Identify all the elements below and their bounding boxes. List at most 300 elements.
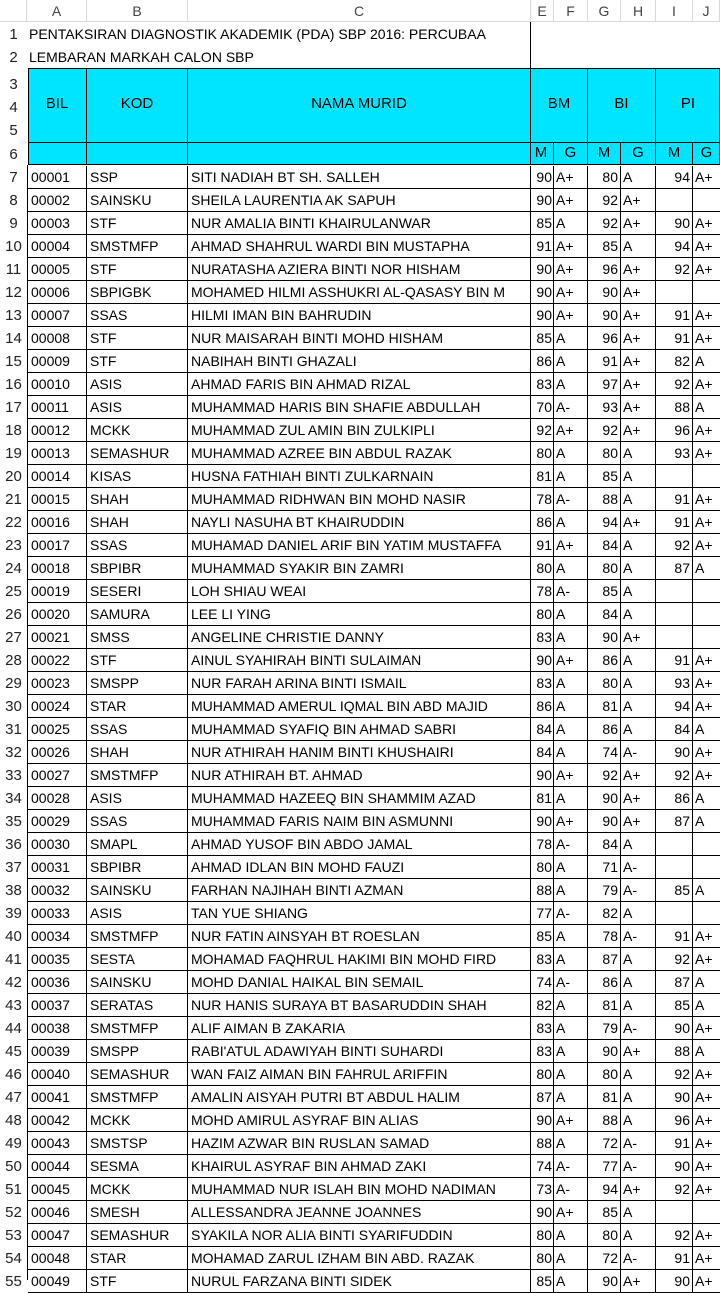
cell-pi-gred[interactable]: A+ <box>693 948 720 971</box>
cell-bm-markah[interactable]: 83 <box>531 672 554 695</box>
cell-bm-markah[interactable]: 88 <box>531 879 554 902</box>
cell-nama[interactable]: MOHAMED HILMI ASSHUKRI AL-QASASY BIN M <box>188 281 531 304</box>
cell-pi-markah[interactable]: 94 <box>656 235 693 258</box>
cell-bm-gred[interactable]: A <box>554 511 588 534</box>
cell-bil[interactable]: 00002 <box>28 189 87 212</box>
cell-pi-gred[interactable]: A <box>693 1040 720 1063</box>
row-number[interactable]: 36 <box>0 833 27 856</box>
row-number[interactable]: 32 <box>0 741 27 764</box>
cell-nama[interactable]: NUR AMALIA BINTI KHAIRULANWAR <box>188 212 531 235</box>
cell-bi-gred[interactable]: A+ <box>621 1040 656 1063</box>
cell-kod[interactable]: SMSTMFP <box>87 925 188 948</box>
cell-kod[interactable]: SMSS <box>87 626 188 649</box>
cell-bm-gred[interactable]: A <box>554 350 588 373</box>
cell-bi-gred[interactable]: A <box>621 994 656 1017</box>
cell-pi-gred[interactable]: A+ <box>693 1017 720 1040</box>
cell-kod[interactable]: SAINSKU <box>87 189 188 212</box>
cell-nama[interactable]: ANGELINE CHRISTIE DANNY <box>188 626 531 649</box>
cell-bm-gred[interactable]: A <box>554 948 588 971</box>
row-number[interactable]: 9 <box>0 212 27 235</box>
cell-pi-gred[interactable]: A <box>693 971 720 994</box>
cell-bil[interactable]: 00018 <box>28 557 87 580</box>
cell-kod[interactable]: SHAH <box>87 741 188 764</box>
cell-bi-markah[interactable]: 92 <box>588 189 621 212</box>
cell-kod[interactable]: STAR <box>87 695 188 718</box>
row-number[interactable]: 35 <box>0 810 27 833</box>
cell-pi-markah[interactable] <box>656 281 693 304</box>
cell-pi-markah[interactable]: 94 <box>656 695 693 718</box>
cell-bi-markah[interactable]: 90 <box>588 1270 621 1293</box>
row-number[interactable]: 25 <box>0 580 27 603</box>
cell-nama[interactable]: NUR ATHIRAH BT. AHMAD <box>188 764 531 787</box>
cell-bi-gred[interactable]: A <box>621 534 656 557</box>
row-number[interactable]: 31 <box>0 718 27 741</box>
cell-bi-gred[interactable]: A+ <box>621 350 656 373</box>
cell-bi-gred[interactable]: A+ <box>621 304 656 327</box>
cell-nama[interactable]: SHEILA LAURENTIA AK SAPUH <box>188 189 531 212</box>
cell-bm-gred[interactable]: A+ <box>554 419 588 442</box>
cell-bm-markah[interactable]: 78 <box>531 833 554 856</box>
cell-pi-gred[interactable]: A+ <box>693 1063 720 1086</box>
cell-bm-gred[interactable]: A+ <box>554 534 588 557</box>
cell-kod[interactable]: SAMURA <box>87 603 188 626</box>
cell-pi-markah[interactable]: 91 <box>656 1132 693 1155</box>
cell-pi-gred[interactable] <box>693 189 720 212</box>
cell-bil[interactable]: 00025 <box>28 718 87 741</box>
cell-bm-gred[interactable]: A+ <box>554 189 588 212</box>
cell-pi-markah[interactable] <box>656 902 693 925</box>
cell-bi-gred[interactable]: A <box>621 833 656 856</box>
cell-pi-gred[interactable]: A+ <box>693 1109 720 1132</box>
row-number[interactable]: 55 <box>0 1270 27 1293</box>
cell-pi-gred[interactable]: A+ <box>693 1086 720 1109</box>
row-number[interactable]: 2 <box>0 46 27 69</box>
cell-kod[interactable]: MCKK <box>87 1109 188 1132</box>
cell-kod[interactable]: STF <box>87 649 188 672</box>
cell-nama[interactable]: MUHAMAD DANIEL ARIF BIN YATIM MUSTAFFA <box>188 534 531 557</box>
cell-nama[interactable]: AHMAD SHAHRUL WARDI BIN MUSTAPHA <box>188 235 531 258</box>
cell-bi-gred[interactable]: A <box>621 235 656 258</box>
column-header-e[interactable]: E <box>531 0 554 22</box>
cell-pi-markah[interactable]: 91 <box>656 925 693 948</box>
cell-bm-gred[interactable]: A+ <box>554 258 588 281</box>
cell-bm-gred[interactable]: A+ <box>554 810 588 833</box>
cell-bi-gred[interactable]: A <box>621 672 656 695</box>
cell-pi-markah[interactable]: 90 <box>656 1155 693 1178</box>
cell-bm-markah[interactable]: 90 <box>531 189 554 212</box>
row-number[interactable]: 52 <box>0 1201 27 1224</box>
cell-bi-gred[interactable]: A+ <box>621 787 656 810</box>
cell-bil[interactable]: 00014 <box>28 465 87 488</box>
cell-nama[interactable]: NURATASHA AZIERA BINTI NOR HISHAM <box>188 258 531 281</box>
cell-bil[interactable]: 00037 <box>28 994 87 1017</box>
cell-nama[interactable]: NURUL FARZANA BINTI SIDEK <box>188 1270 531 1293</box>
cell-bi-gred[interactable]: A+ <box>621 281 656 304</box>
cell-bm-markah[interactable]: 73 <box>531 1178 554 1201</box>
cell-bil[interactable]: 00031 <box>28 856 87 879</box>
cell-nama[interactable]: NABIHAH BINTI GHAZALI <box>188 350 531 373</box>
cell-nama[interactable]: NUR ATHIRAH HANIM BINTI KHUSHAIRI <box>188 741 531 764</box>
cell-nama[interactable]: SYAKILA NOR ALIA BINTI SYARIFUDDIN <box>188 1224 531 1247</box>
cell-pi-gred[interactable] <box>693 603 720 626</box>
cell-bi-gred[interactable]: A <box>621 902 656 925</box>
cell-bil[interactable]: 00046 <box>28 1201 87 1224</box>
cell-nama[interactable]: WAN FAIZ AIMAN BIN FAHRUL ARIFFIN <box>188 1063 531 1086</box>
cell-bi-gred[interactable]: A <box>621 603 656 626</box>
cell-bm-gred[interactable]: A <box>554 925 588 948</box>
row-number[interactable]: 51 <box>0 1178 27 1201</box>
cell-nama[interactable]: HUSNA FATHIAH BINTI ZULKARNAIN <box>188 465 531 488</box>
cell-bi-gred[interactable]: A+ <box>621 626 656 649</box>
row-number[interactable]: 43 <box>0 994 27 1017</box>
cell-bm-gred[interactable]: A <box>554 327 588 350</box>
cell-bil[interactable]: 00032 <box>28 879 87 902</box>
cell-pi-gred[interactable]: A+ <box>693 235 720 258</box>
cell-bi-markah[interactable]: 90 <box>588 626 621 649</box>
cell-kod[interactable]: SMAPL <box>87 833 188 856</box>
cell-bm-gred[interactable]: A <box>554 695 588 718</box>
cell-bi-markah[interactable]: 92 <box>588 419 621 442</box>
row-number[interactable]: 3 <box>0 73 27 96</box>
cell-bi-markah[interactable]: 88 <box>588 488 621 511</box>
cell-bi-gred[interactable]: A+ <box>621 764 656 787</box>
cell-bi-gred[interactable]: A+ <box>621 327 656 350</box>
cell-bil[interactable]: 00019 <box>28 580 87 603</box>
cell-bm-markah[interactable]: 90 <box>531 166 554 189</box>
column-header-g[interactable]: G <box>588 0 621 22</box>
cell-bi-gred[interactable]: A <box>621 1201 656 1224</box>
cell-pi-markah[interactable]: 92 <box>656 948 693 971</box>
cell-bi-gred[interactable]: A- <box>621 1155 656 1178</box>
cell-kod[interactable]: SAINSKU <box>87 879 188 902</box>
cell-bm-gred[interactable]: A+ <box>554 166 588 189</box>
row-number[interactable]: 8 <box>0 189 27 212</box>
cell-pi-gred[interactable]: A+ <box>693 304 720 327</box>
cell-bm-markah[interactable]: 90 <box>531 810 554 833</box>
cell-bm-gred[interactable]: A- <box>554 971 588 994</box>
cell-nama[interactable]: AHMAD YUSOF BIN ABDO JAMAL <box>188 833 531 856</box>
cell-pi-gred[interactable]: A+ <box>693 488 720 511</box>
row-number[interactable]: 24 <box>0 557 27 580</box>
cell-bm-gred[interactable]: A- <box>554 902 588 925</box>
header-nama-murid[interactable]: NAMA MURID <box>311 95 407 112</box>
cell-bi-markah[interactable]: 80 <box>588 166 621 189</box>
row-number[interactable]: 16 <box>0 373 27 396</box>
cell-bm-markah[interactable]: 90 <box>531 1109 554 1132</box>
cell-bi-markah[interactable]: 82 <box>588 902 621 925</box>
cell-bm-gred[interactable]: A+ <box>554 649 588 672</box>
cell-bi-markah[interactable]: 84 <box>588 534 621 557</box>
cell-bm-gred[interactable]: A- <box>554 1178 588 1201</box>
cell-bi-markah[interactable]: 90 <box>588 281 621 304</box>
cell-nama[interactable]: MUHAMMAD FARIS NAIM BIN ASMUNNI <box>188 810 531 833</box>
cell-pi-markah[interactable]: 87 <box>656 971 693 994</box>
cell-bm-markah[interactable]: 83 <box>531 1040 554 1063</box>
cell-pi-gred[interactable]: A <box>693 810 720 833</box>
cell-pi-markah[interactable]: 84 <box>656 718 693 741</box>
cell-pi-gred[interactable]: A <box>693 787 720 810</box>
cell-bi-gred[interactable]: A <box>621 1063 656 1086</box>
cell-kod[interactable]: SEMASHUR <box>87 442 188 465</box>
cell-bm-gred[interactable]: A+ <box>554 764 588 787</box>
column-header-i[interactable]: I <box>656 0 693 22</box>
cell-pi-markah[interactable] <box>656 1201 693 1224</box>
cell-bm-gred[interactable]: A <box>554 856 588 879</box>
cell-bi-markah[interactable]: 80 <box>588 557 621 580</box>
cell-pi-markah[interactable] <box>656 833 693 856</box>
cell-bm-gred[interactable]: A <box>554 557 588 580</box>
cell-bm-markah[interactable]: 85 <box>531 925 554 948</box>
cell-pi-gred[interactable]: A+ <box>693 695 720 718</box>
cell-kod[interactable]: SSP <box>87 166 188 189</box>
cell-bm-gred[interactable]: A <box>554 373 588 396</box>
cell-nama[interactable]: AINUL SYAHIRAH BINTI SULAIMAN <box>188 649 531 672</box>
cell-bm-markah[interactable]: 90 <box>531 764 554 787</box>
row-number[interactable]: 14 <box>0 327 27 350</box>
cell-kod[interactable]: SEMASHUR <box>87 1063 188 1086</box>
cell-bi-markah[interactable]: 72 <box>588 1247 621 1270</box>
cell-kod[interactable]: SHAH <box>87 511 188 534</box>
cell-bi-gred[interactable]: A <box>621 1086 656 1109</box>
cell-bi-markah[interactable]: 81 <box>588 695 621 718</box>
cell-pi-markah[interactable]: 96 <box>656 419 693 442</box>
cell-bi-markah[interactable]: 81 <box>588 994 621 1017</box>
cell-kod[interactable]: SMSTMFP <box>87 1086 188 1109</box>
cell-bil[interactable]: 00034 <box>28 925 87 948</box>
column-header-b[interactable]: B <box>87 0 188 22</box>
row-number[interactable]: 50 <box>0 1155 27 1178</box>
row-number[interactable]: 21 <box>0 488 27 511</box>
cell-bil[interactable]: 00027 <box>28 764 87 787</box>
cell-kod[interactable]: SMSTMFP <box>87 764 188 787</box>
cell-bm-markah[interactable]: 86 <box>531 695 554 718</box>
cell-nama[interactable]: MUHAMMAD ZUL AMIN BIN ZULKIPLI <box>188 419 531 442</box>
cell-kod[interactable]: STF <box>87 350 188 373</box>
cell-bi-gred[interactable]: A+ <box>621 1178 656 1201</box>
cell-pi-markah[interactable]: 92 <box>656 1224 693 1247</box>
cell-bil[interactable]: 00010 <box>28 373 87 396</box>
cell-bm-markah[interactable]: 83 <box>531 948 554 971</box>
row-number[interactable]: 15 <box>0 350 27 373</box>
cell-bi-markah[interactable]: 80 <box>588 672 621 695</box>
cell-bm-gred[interactable]: A <box>554 1247 588 1270</box>
cell-kod[interactable]: ASIS <box>87 373 188 396</box>
cell-bi-markah[interactable]: 84 <box>588 603 621 626</box>
cell-pi-gred[interactable]: A+ <box>693 442 720 465</box>
cell-bi-markah[interactable]: 96 <box>588 258 621 281</box>
cell-pi-markah[interactable]: 82 <box>656 350 693 373</box>
cell-bi-gred[interactable]: A+ <box>621 212 656 235</box>
cell-pi-markah[interactable]: 90 <box>656 1086 693 1109</box>
cell-kod[interactable]: SBPIBR <box>87 557 188 580</box>
cell-bil[interactable]: 00045 <box>28 1178 87 1201</box>
cell-pi-gred[interactable]: A+ <box>693 1270 720 1293</box>
header-bil[interactable]: BIL <box>45 95 69 112</box>
header-bm-g[interactable]: G <box>564 144 577 161</box>
row-number[interactable]: 11 <box>0 258 27 281</box>
cell-bil[interactable]: 00006 <box>28 281 87 304</box>
cell-bi-gred[interactable]: A- <box>621 1017 656 1040</box>
cell-pi-markah[interactable]: 85 <box>656 994 693 1017</box>
cell-bil[interactable]: 00016 <box>28 511 87 534</box>
cell-bm-markah[interactable]: 78 <box>531 580 554 603</box>
cell-pi-markah[interactable]: 92 <box>656 1063 693 1086</box>
sheet-title[interactable]: PENTAKSIRAN DIAGNOSTIK AKADEMIK (PDA) SBP 2016: PERCUBAA <box>29 26 486 42</box>
cell-bi-gred[interactable]: A <box>621 649 656 672</box>
cell-bi-gred[interactable]: A+ <box>621 373 656 396</box>
cell-pi-gred[interactable] <box>693 1201 720 1224</box>
cell-nama[interactable]: NUR MAISARAH BINTI MOHD HISHAM <box>188 327 531 350</box>
cell-pi-markah[interactable] <box>656 580 693 603</box>
cell-bm-gred[interactable]: A <box>554 212 588 235</box>
cell-pi-gred[interactable]: A <box>693 557 720 580</box>
cell-nama[interactable]: HILMI IMAN BIN BAHRUDIN <box>188 304 531 327</box>
cell-nama[interactable]: KHAIRUL ASYRAF BIN AHMAD ZAKI <box>188 1155 531 1178</box>
row-number[interactable]: 26 <box>0 603 27 626</box>
cell-kod[interactable]: SMSPP <box>87 1040 188 1063</box>
row-number[interactable]: 42 <box>0 971 27 994</box>
cell-nama[interactable]: MOHAMAD ZARUL IZHAM BIN ABD. RAZAK <box>188 1247 531 1270</box>
row-number[interactable]: 22 <box>0 511 27 534</box>
row-number[interactable]: 23 <box>0 534 27 557</box>
cell-pi-gred[interactable]: A+ <box>693 925 720 948</box>
cell-bi-markah[interactable]: 92 <box>588 764 621 787</box>
cell-kod[interactable]: STF <box>87 212 188 235</box>
cell-pi-markah[interactable]: 88 <box>656 1040 693 1063</box>
cell-bm-markah[interactable]: 85 <box>531 212 554 235</box>
row-number[interactable]: 53 <box>0 1224 27 1247</box>
cell-bil[interactable]: 00049 <box>28 1270 87 1293</box>
cell-bi-gred[interactable]: A <box>621 1109 656 1132</box>
cell-pi-gred[interactable]: A <box>693 879 720 902</box>
header-pi-m[interactable]: M <box>667 144 681 161</box>
row-number[interactable]: 37 <box>0 856 27 879</box>
cell-pi-gred[interactable]: A+ <box>693 1178 720 1201</box>
cell-bi-markah[interactable]: 90 <box>588 810 621 833</box>
cell-pi-markah[interactable]: 88 <box>656 396 693 419</box>
row-number[interactable]: 10 <box>0 235 27 258</box>
row-number[interactable]: 18 <box>0 419 27 442</box>
cell-bm-markah[interactable]: 80 <box>531 603 554 626</box>
cell-kod[interactable]: SSAS <box>87 810 188 833</box>
cell-bil[interactable]: 00017 <box>28 534 87 557</box>
cell-bm-markah[interactable]: 81 <box>531 465 554 488</box>
column-header-c[interactable]: C <box>188 0 531 22</box>
cell-bil[interactable]: 00043 <box>28 1132 87 1155</box>
cell-bm-markah[interactable]: 87 <box>531 1086 554 1109</box>
cell-bi-gred[interactable]: A <box>621 718 656 741</box>
cell-bil[interactable]: 00040 <box>28 1063 87 1086</box>
cell-bil[interactable]: 00015 <box>28 488 87 511</box>
row-number[interactable]: 49 <box>0 1132 27 1155</box>
cell-pi-gred[interactable]: A+ <box>693 672 720 695</box>
cell-kod[interactable]: SESERI <box>87 580 188 603</box>
cell-pi-markah[interactable]: 92 <box>656 373 693 396</box>
cell-pi-markah[interactable]: 91 <box>656 511 693 534</box>
cell-bil[interactable]: 00022 <box>28 649 87 672</box>
cell-pi-markah[interactable]: 92 <box>656 534 693 557</box>
cell-bi-gred[interactable]: A <box>621 971 656 994</box>
cell-bi-markah[interactable]: 90 <box>588 787 621 810</box>
cell-kod[interactable]: SMSTMFP <box>87 1017 188 1040</box>
cell-nama[interactable]: HAZIM AZWAR BIN RUSLAN SAMAD <box>188 1132 531 1155</box>
cell-bm-gred[interactable]: A <box>554 1224 588 1247</box>
cell-pi-gred[interactable]: A+ <box>693 1132 720 1155</box>
cell-nama[interactable]: TAN YUE SHIANG <box>188 902 531 925</box>
row-number[interactable]: 30 <box>0 695 27 718</box>
cell-bi-gred[interactable]: A <box>621 580 656 603</box>
cell-pi-markah[interactable]: 93 <box>656 672 693 695</box>
cell-bm-markah[interactable]: 90 <box>531 304 554 327</box>
cell-bil[interactable]: 00035 <box>28 948 87 971</box>
cell-bm-markah[interactable]: 84 <box>531 718 554 741</box>
cell-nama[interactable]: MUHAMMAD HAZEEQ BIN SHAMMIM AZAD <box>188 787 531 810</box>
cell-nama[interactable]: AMALIN AISYAH PUTRI BT ABDUL HALIM <box>188 1086 531 1109</box>
cell-pi-gred[interactable] <box>693 580 720 603</box>
cell-nama[interactable]: NUR FARAH ARINA BINTI ISMAIL <box>188 672 531 695</box>
cell-bm-gred[interactable]: A- <box>554 833 588 856</box>
cell-pi-gred[interactable]: A+ <box>693 419 720 442</box>
cell-bi-markah[interactable]: 85 <box>588 465 621 488</box>
cell-pi-gred[interactable]: A+ <box>693 741 720 764</box>
row-number[interactable]: 41 <box>0 948 27 971</box>
cell-nama[interactable]: SITI NADIAH BT SH. SALLEH <box>188 166 531 189</box>
cell-bil[interactable]: 00038 <box>28 1017 87 1040</box>
row-number[interactable]: 6 <box>0 143 27 166</box>
cell-kod[interactable]: STF <box>87 1270 188 1293</box>
cell-kod[interactable]: SAINSKU <box>87 971 188 994</box>
cell-bm-markah[interactable]: 84 <box>531 741 554 764</box>
cell-nama[interactable]: ALIF AIMAN B ZAKARIA <box>188 1017 531 1040</box>
cell-bil[interactable]: 00028 <box>28 787 87 810</box>
cell-bil[interactable]: 00012 <box>28 419 87 442</box>
cell-kod[interactable]: SSAS <box>87 304 188 327</box>
cell-bil[interactable]: 00048 <box>28 1247 87 1270</box>
cell-pi-markah[interactable] <box>656 465 693 488</box>
column-header-a[interactable]: A <box>27 0 87 22</box>
cell-pi-markah[interactable]: 91 <box>656 1247 693 1270</box>
cell-bi-markah[interactable]: 96 <box>588 327 621 350</box>
cell-pi-markah[interactable]: 92 <box>656 1178 693 1201</box>
cell-bi-gred[interactable]: A <box>621 166 656 189</box>
cell-bil[interactable]: 00003 <box>28 212 87 235</box>
cell-pi-markah[interactable]: 90 <box>656 741 693 764</box>
cell-nama[interactable]: AHMAD IDLAN BIN MOHD FAUZI <box>188 856 531 879</box>
cell-kod[interactable]: SMESH <box>87 1201 188 1224</box>
cell-nama[interactable]: LOH SHIAU WEAI <box>188 580 531 603</box>
cell-bil[interactable]: 00047 <box>28 1224 87 1247</box>
cell-bi-markah[interactable]: 90 <box>588 1040 621 1063</box>
cell-bm-markah[interactable]: 91 <box>531 534 554 557</box>
cell-bm-markah[interactable]: 90 <box>531 281 554 304</box>
cell-bm-gred[interactable]: A <box>554 1132 588 1155</box>
cell-bm-markah[interactable]: 80 <box>531 1224 554 1247</box>
cell-bm-gred[interactable]: A <box>554 1270 588 1293</box>
cell-bi-gred[interactable]: A <box>621 488 656 511</box>
cell-bil[interactable]: 00033 <box>28 902 87 925</box>
cell-bil[interactable]: 00036 <box>28 971 87 994</box>
cell-bm-markah[interactable]: 90 <box>531 258 554 281</box>
cell-pi-markah[interactable] <box>656 626 693 649</box>
cell-nama[interactable]: AHMAD FARIS BIN AHMAD RIZAL <box>188 373 531 396</box>
cell-bi-markah[interactable]: 84 <box>588 833 621 856</box>
cell-bm-gred[interactable]: A- <box>554 396 588 419</box>
row-number[interactable]: 27 <box>0 626 27 649</box>
header-bi-m[interactable]: M <box>597 144 611 161</box>
cell-pi-gred[interactable]: A+ <box>693 1224 720 1247</box>
cell-bm-gred[interactable]: A <box>554 1017 588 1040</box>
header-bm-m[interactable]: M <box>534 144 548 161</box>
